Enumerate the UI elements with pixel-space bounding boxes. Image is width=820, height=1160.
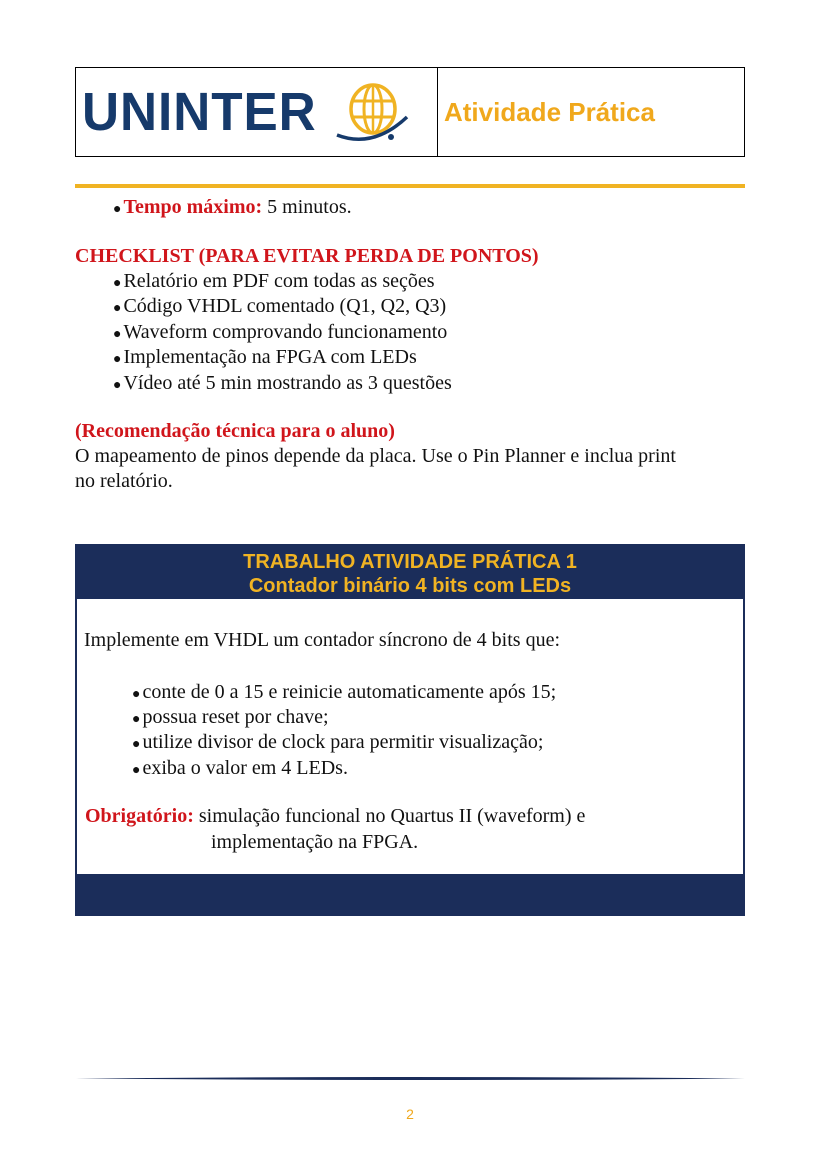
bullet-icon: ● xyxy=(113,352,122,367)
card-footer-band xyxy=(77,874,743,914)
recommendation-text-line: no relatório. xyxy=(75,470,173,492)
card-list-item xyxy=(132,756,348,783)
checklist-heading: CHECKLIST (PARA EVITAR PERDA DE PONTOS) xyxy=(75,245,539,267)
checklist-item xyxy=(113,320,447,347)
required-text: simulação funcional no Quartus II (waveform) e xyxy=(193,805,586,827)
bullet-icon: ● xyxy=(113,276,122,291)
recommendation-heading: (Recomendação técnica para o aluno) xyxy=(75,420,395,442)
card-required-line xyxy=(85,804,585,828)
required-label: Obrigatório: xyxy=(85,805,194,827)
card-list-item-text: conte de 0 a 15 e reinicie automaticamente após 15; xyxy=(142,681,557,703)
assignment-card xyxy=(75,544,745,916)
checklist-item xyxy=(113,294,446,321)
checklist-item xyxy=(113,371,452,398)
footer-divider xyxy=(75,1077,745,1080)
bullet-icon: ● xyxy=(113,202,122,217)
header-title: Atividade Prática xyxy=(444,96,655,127)
card-list-item xyxy=(132,730,543,757)
document-header xyxy=(75,67,745,157)
checklist-item-text: Relatório em PDF com todas as seções xyxy=(123,270,435,292)
header-title-cell xyxy=(438,68,744,156)
card-list-item-text: exiba o valor em 4 LEDs. xyxy=(142,757,348,779)
bullet-icon: ● xyxy=(132,712,141,727)
card-list-item xyxy=(132,680,556,707)
bullet-icon: ● xyxy=(132,763,141,778)
bullet-icon: ● xyxy=(113,327,122,342)
checklist-item-text: Implementação na FPGA com LEDs xyxy=(123,346,417,368)
time-limit-value: 5 minutos. xyxy=(262,196,352,218)
time-limit-label: Tempo máximo: xyxy=(123,196,263,218)
bullet-icon: ● xyxy=(113,378,122,393)
bullet-icon: ● xyxy=(132,687,141,702)
checklist-item-text: Código VHDL comentado (Q1, Q2, Q3) xyxy=(123,295,447,317)
header-divider xyxy=(75,184,745,188)
time-limit-item xyxy=(113,195,352,222)
logo-wordmark: UNINTER xyxy=(82,82,317,142)
card-intro: Implemente em VHDL um contador síncrono de 4 bits que: xyxy=(84,629,561,651)
uninter-logo xyxy=(76,68,438,156)
checklist-item xyxy=(113,269,435,296)
card-list-item-text: utilize divisor de clock para permitir visualização; xyxy=(142,731,544,753)
bullet-icon: ● xyxy=(132,737,141,752)
checklist-item-text: Vídeo até 5 min mostrando as 3 questões xyxy=(123,372,452,394)
recommendation-text-line: O mapeamento de pinos depende da placa. Use o Pin Planner e inclua print xyxy=(75,445,676,467)
card-list-item-text: possua reset por chave; xyxy=(142,706,329,728)
bullet-icon: ● xyxy=(113,301,122,316)
card-title: TRABALHO ATIVIDADE PRÁTICA 1 xyxy=(243,551,577,573)
card-subtitle: Contador binário 4 bits com LEDs xyxy=(248,575,572,597)
checklist-item-text: Waveform comprovando funcionamento xyxy=(123,321,448,343)
page-number: 2 xyxy=(406,1106,414,1122)
checklist-item xyxy=(113,345,417,372)
globe-icon xyxy=(333,77,411,147)
card-list-item xyxy=(132,705,329,732)
card-required-continuation: implementação na FPGA. xyxy=(211,831,419,853)
card-header xyxy=(77,546,743,599)
